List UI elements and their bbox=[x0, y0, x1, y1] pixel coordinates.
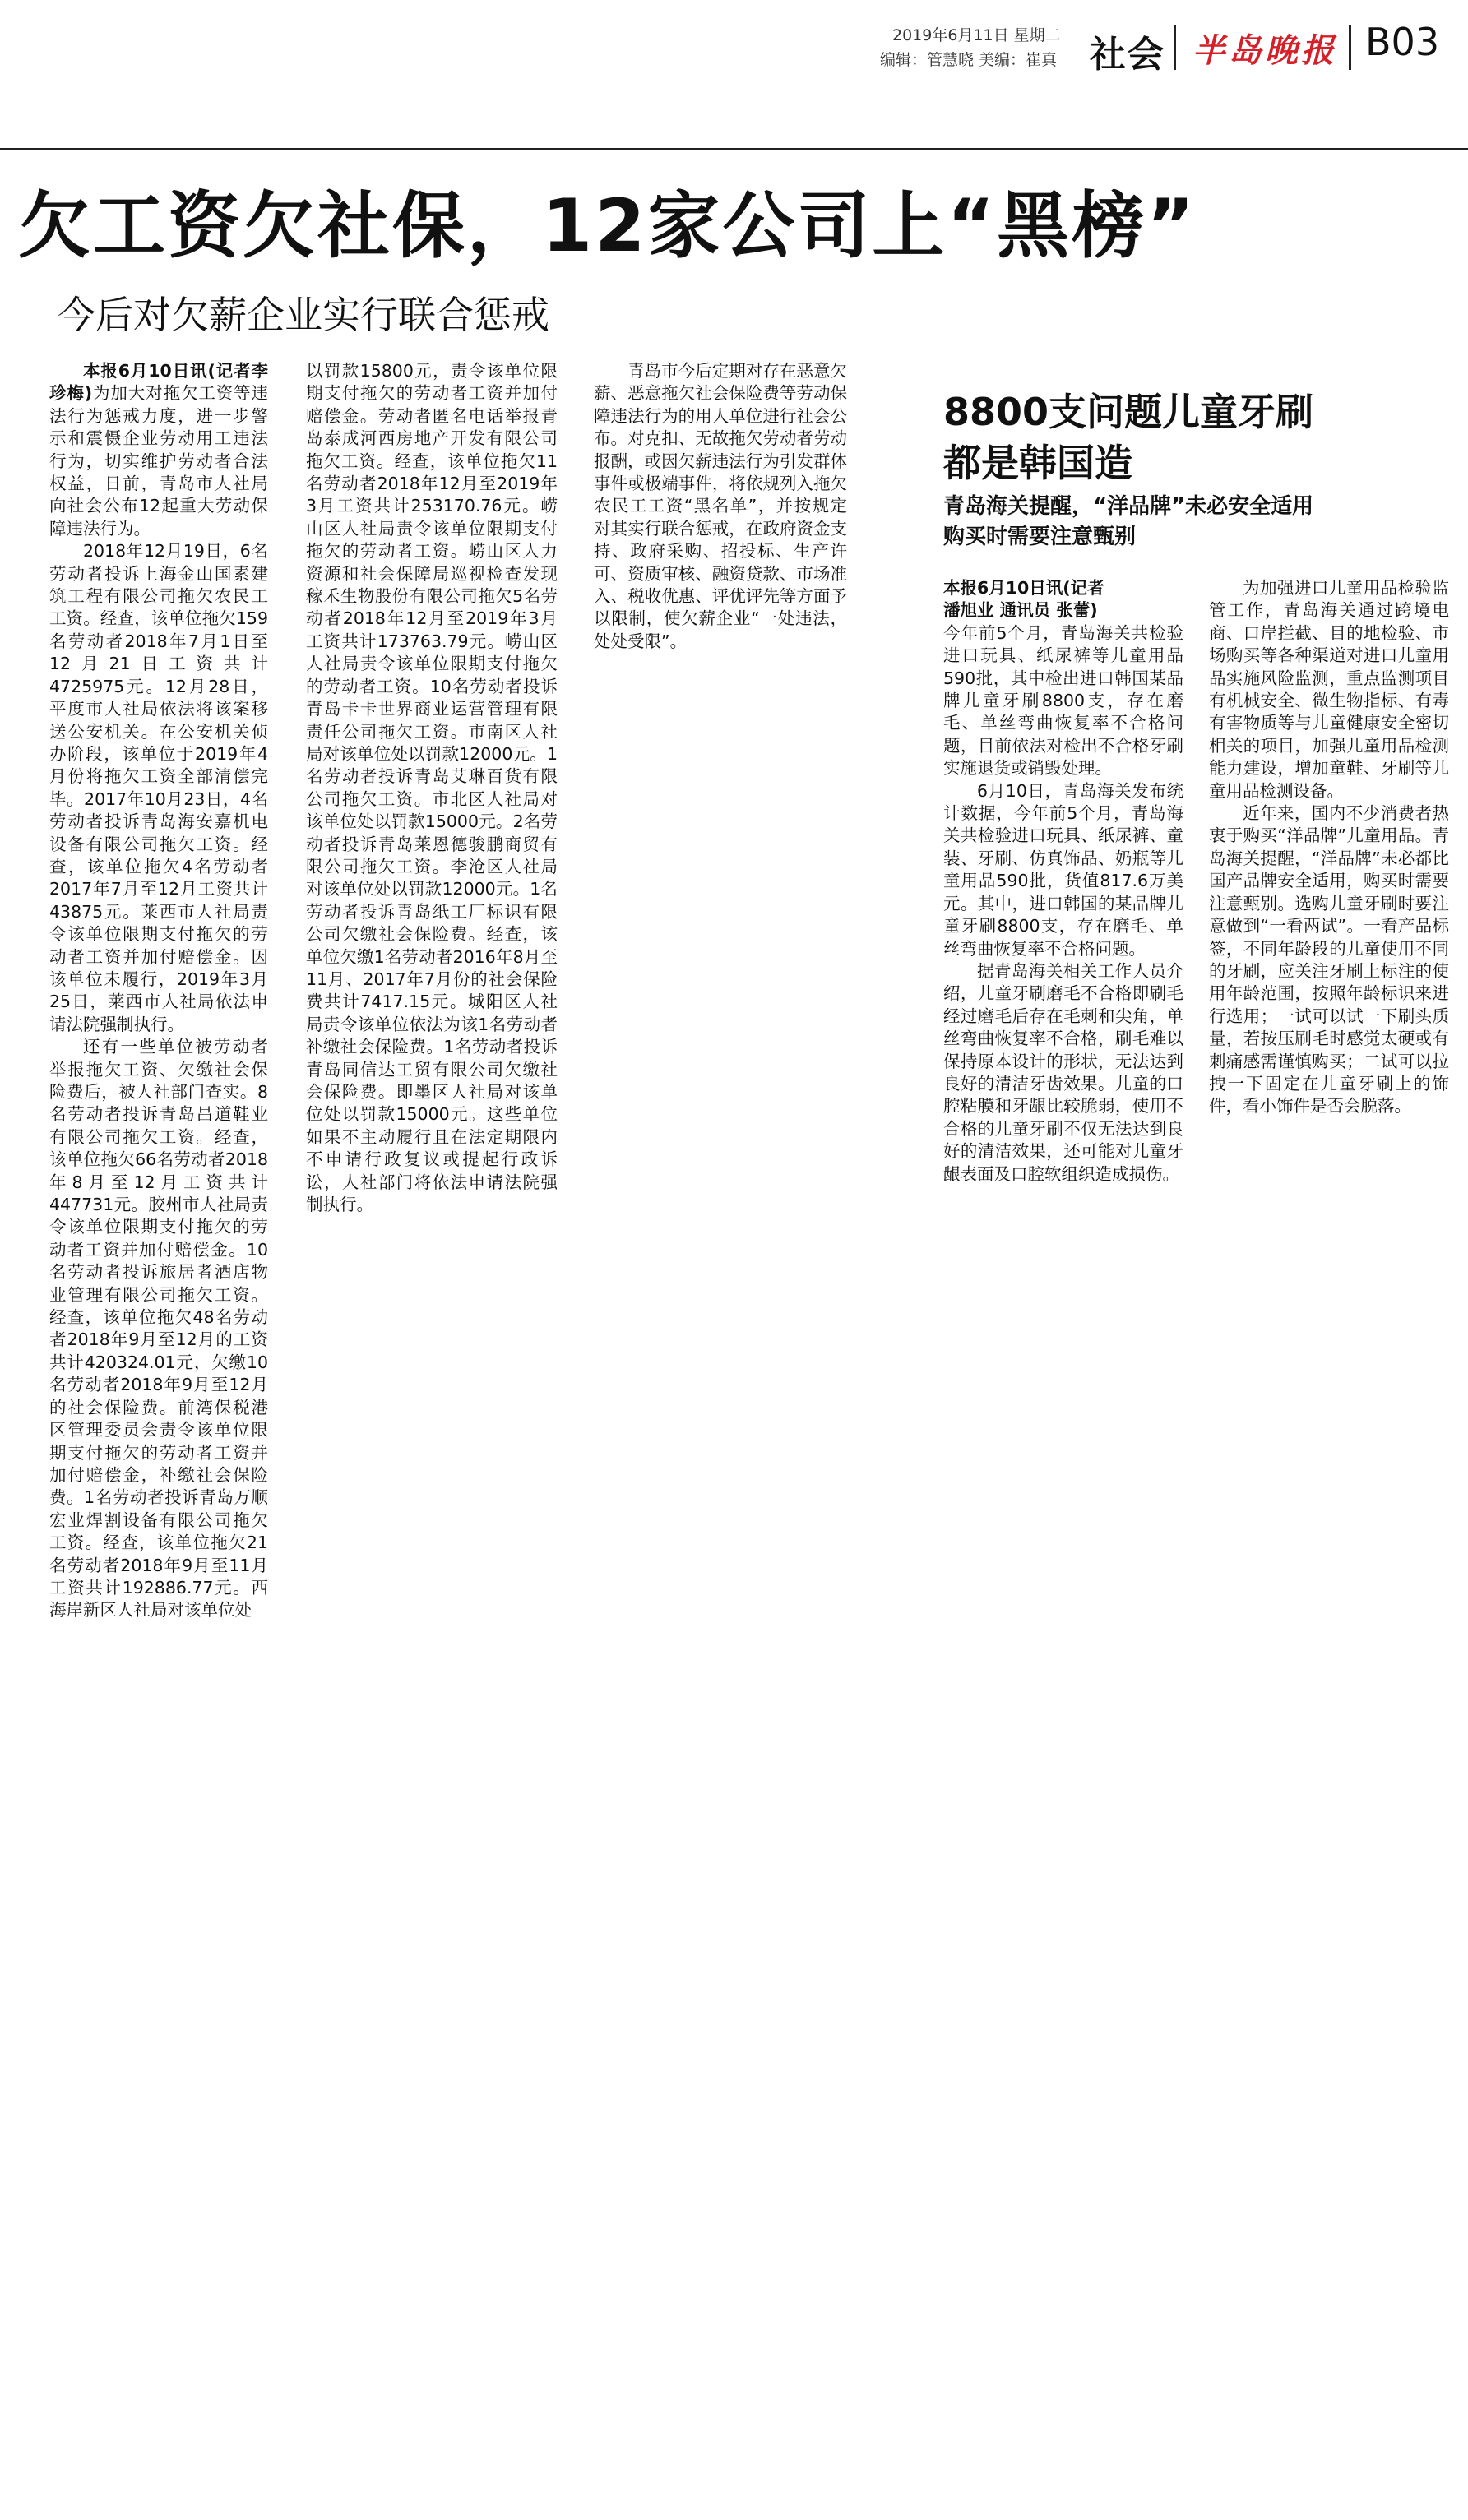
side-article-subhead bbox=[943, 492, 1313, 553]
article-intro-text: 为加大对拖欠工资等违法行为惩戒力度，进一步警示和震慑企业劳动用工违法行为，切实维护劳动者合法权益，日前，青岛市人社局向社会公布12起重大劳动保障违法行为。 bbox=[49, 383, 268, 539]
editors-credit: 编辑：管慧晓 美编：崔真 bbox=[880, 51, 1058, 69]
newspaper-logo: 半岛晚报 bbox=[1192, 31, 1337, 70]
header-rule bbox=[0, 148, 1468, 150]
side-byline-line: 本报6月10日讯(记者 bbox=[943, 578, 1104, 598]
side-sub-line: 购买时需要注意甄别 bbox=[943, 525, 1137, 549]
side-article-title bbox=[943, 386, 1313, 488]
article-paragraph: 以罚款15800元，责令该单位限期支付拖欠的劳动者工资并加付赔偿金。劳动者匿名电话举报青岛泰成河西房地产开发有限公司拖欠工资。经查，该单位拖欠11名劳动者2018年12月至2019年3月工资共计253170.76元。崂山区人社局责令该单位限期支付拖欠的劳动者工资。崂山区人力资源和社会保障局巡视检查发现稼禾生物股份有限公司拖欠5名劳动者2018年12月至2019年3月工资共计173763.79元。崂山区人社局责令该单位限期支付拖欠的劳动者工资。10名劳动者投诉青岛卡卡世界商业运营管理有限责任公司拖欠工资。市南区人社局对该单位处以罚款12000元。1名劳动者投诉青岛艾琳百货有限公司拖欠工资。市北区人社局对该单位处以罚款15000元。2名劳动者投诉青岛莱恩德骏鹏商贸有限公司拖欠工资。李沧区人社局对该单位处以罚款12000元。1名劳动者投诉青岛纸工厂标识有限公司欠缴社会保险费。经查，该单位欠缴1名劳动者2016年8月至11月、2017年7月份的社会保险费共计7417.15元。城阳区人社局责令该单位依法为该1名劳动者补缴社会保险费。1名劳动者投诉青岛同信达工贸有限公司欠缴社会保险费。即墨区人社局对该单位处以罚款15000元。这些单位如果不主动履行且在法定期限内不申请行政复议或提起行政诉讼，人社部门将依法申请法院强制执行。 bbox=[306, 361, 558, 1215]
side-article-col-2 bbox=[1209, 577, 1449, 1118]
side-paragraph: 近年来，国内不少消费者热衷于购买“洋品牌”儿童用品。青岛海关提醒，“洋品牌”未必都比国产品牌安全适用，购买时需要注意甄别。选购儿童牙刷时要注意做到“一看两试”。一看产品标签，不同年龄段的儿童使用不同的牙刷，应关注牙刷上标注的使用年龄范围，按照年龄标识来进行选用；一试可以试一下刷头质量，若按压刷毛时感觉太硬或有刺痛感需谨慎购买；二试可以拉拽一下固定在儿童牙刷上的饰件，看小饰件是否会脱落。 bbox=[1209, 803, 1449, 1117]
byline: 本报6月10日讯(记者李珍梅) bbox=[49, 361, 268, 404]
article-paragraph: 青岛市今后定期对存在恶意欠薪、恶意拖欠社会保险费等劳动保障违法行为的用人单位进行社会公布。对克扣、无故拖欠劳动者劳动报酬，或因欠薪违法行为引发群体事件或极端事件，将依规列入拖欠农民工工资“黑名单”，并按规定对其实行联合惩戒，在政府资金支持、政府采购、招投标、生产许可、资质审核、融资贷款、市场准入、税收优惠、评优评先等方面予以限制，使欠薪企业“一处违法，处处受限”。 bbox=[594, 361, 847, 651]
side-paragraph: 据青岛海关相关工作人员介绍，儿童牙刷磨毛不合格即刷毛经过磨毛后存在毛刺和尖角，单丝弯曲恢复率不合格，刷毛难以保持原本设计的形状，无法达到良好的清洁牙齿效果。儿童的口腔粘膜和牙龈比较脆弱，使用不合格的儿童牙刷不仅无法达到良好的清洁效果，还可能对儿童牙龈表面及口腔软组织造成损伤。 bbox=[943, 960, 1183, 1184]
side-article-col-1 bbox=[943, 577, 1183, 1186]
side-paragraph: 为加强进口儿童用品检验监管工作，青岛海关通过跨境电商、口岸拦截、目的地检验、市场购买等各种渠道对进口儿童用品实施风险监测，重点监测项目有机械安全、微生物指标、有毒有害物质等与儿童健康安全密切相关的项目，加强儿童用品检测能力建设，增加童鞋、牙刷等儿童用品检测设备。 bbox=[1209, 578, 1449, 801]
header-divider bbox=[1174, 25, 1176, 70]
side-byline-line: 潘旭业 通讯员 张蕾) bbox=[943, 600, 1098, 621]
side-title-line: 都是韩国造 bbox=[943, 441, 1132, 485]
main-article-col-3 bbox=[594, 360, 847, 653]
side-paragraph: 今年前5个月，青岛海关共检验进口玩具、纸尿裤等儿童用品590批，其中检出进口韩国某品牌儿童牙刷8800支，存在磨毛、单丝弯曲恢复率不合格问题，目前依法对检出不合格牙刷实施退货或销毁处理。 bbox=[943, 622, 1183, 779]
side-paragraph: 6月10日，青岛海关发布统计数据，今年前5个月，青岛海关共检验进口玩具、纸尿裤、童装、牙刷、仿真饰品、奶瓶等儿童用品590批，货值817.6万美元。其中，进口韩国的某品牌儿童牙刷8800支，存在磨毛、单丝弯曲恢复率不合格问题。 bbox=[943, 780, 1183, 959]
header-divider bbox=[1349, 25, 1351, 70]
issue-date: 2019年6月11日 星期二 bbox=[892, 26, 1061, 44]
side-sub-line: 青岛海关提醒，“洋品牌”未必安全适用 bbox=[943, 494, 1314, 519]
section-name: 社会 bbox=[1090, 34, 1165, 76]
article-paragraph: 2018年12月19日，6名劳动者投诉上海金山国素建筑工程有限公司拖欠农民工工资。经查，该单位拖欠159名劳动者2018年7月1日至12月21日工资共计4725975元。12月28日，平度市人社局依法将该案移送公安机关。在公安机关侦办阶段，该单位于2019年4月份将拖欠工资全部清偿完毕。2017年10月23日，4名劳动者投诉青岛海安嘉机电设备有限公司拖欠工资。经查，该单位拖欠4名劳动者2017年7月至12月工资共计43875元。莱西市人社局责令该单位限期支付拖欠的劳动者工资并加付赔偿金。因该单位未履行，2019年3月25日，莱西市人社局依法申请法院强制执行。 bbox=[49, 541, 268, 1034]
main-article-col-1 bbox=[49, 360, 268, 1622]
main-article-col-2 bbox=[306, 360, 558, 1216]
article-intro bbox=[49, 360, 268, 540]
side-title-line: 8800支问题儿童牙刷 bbox=[943, 390, 1314, 434]
side-byline bbox=[943, 577, 1183, 622]
article-paragraph: 还有一些单位被劳动者举报拖欠工资、欠缴社会保险费后，被人社部门查实。8名劳动者投诉青岛昌道鞋业有限公司拖欠工资。经查，该单位拖欠66名劳动者2018年8月至12月工资共计447731元。胶州市人社局责令该单位限期支付拖欠的劳动者工资并加付赔偿金。10名劳动者投诉旅居者酒店物业管理有限公司拖欠工资。经查，该单位拖欠48名劳动者2018年9月至12月的工资共计420324.01元，欠缴10名劳动者2018年9月至12月的社会保险费。前湾保税港区管理委员会责令该单位限期支付拖欠的劳动者工资并加付赔偿金，补缴社会保险费。1名劳动者投诉青岛万顺宏业焊割设备有限公司拖欠工资。经查，该单位拖欠21名劳动者2018年9月至11月工资共计192886.77元。西海岸新区人社局对该单位处 bbox=[49, 1037, 268, 1621]
main-subhead: 今后对欠薪企业实行联合惩戒 bbox=[58, 293, 549, 337]
main-headline: 欠工资欠社保，12家公司上“黑榜” bbox=[18, 183, 1197, 268]
page-number: B03 bbox=[1365, 20, 1440, 64]
